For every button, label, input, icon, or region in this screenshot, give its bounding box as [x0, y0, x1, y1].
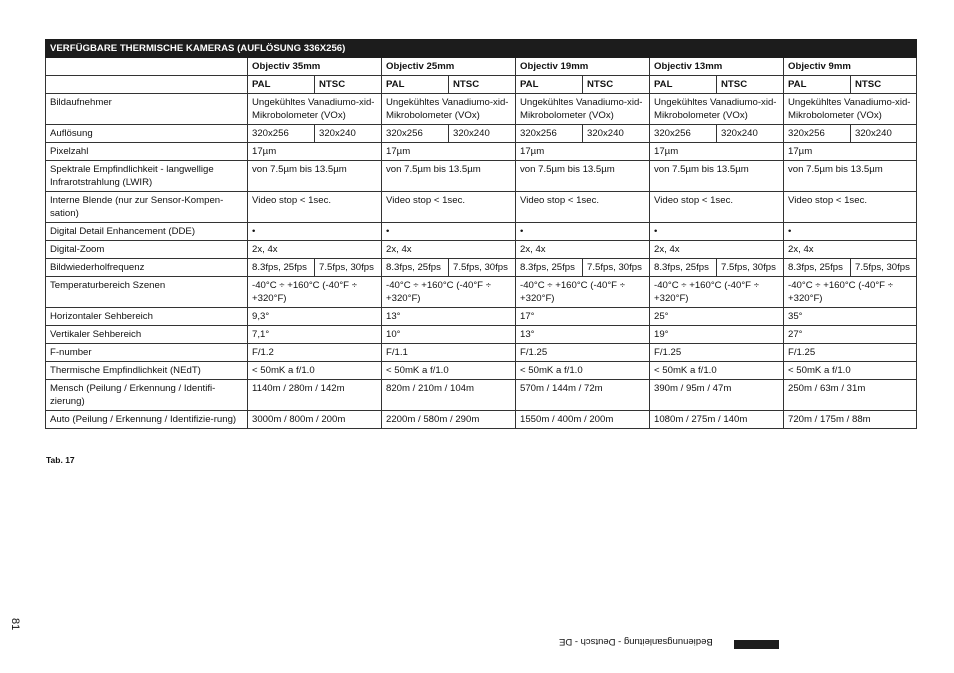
table-cell: F/1.25	[650, 344, 784, 362]
table-cell: < 50mK a f/1.0	[784, 362, 917, 380]
table-cell: 8.3fps, 25fps	[516, 259, 583, 277]
table-cell: 17µm	[248, 143, 382, 161]
table-row	[46, 241, 917, 259]
pal-header: PAL	[382, 76, 449, 94]
table-cell: < 50mK a f/1.0	[248, 362, 382, 380]
table-cell: 2200m / 580m / 290m	[382, 411, 516, 429]
pal-header: PAL	[248, 76, 315, 94]
table-cell: Video stop < 1sec.	[784, 192, 917, 223]
table-row	[46, 362, 917, 380]
table-row	[46, 326, 917, 344]
table-cell: 1080m / 275m / 140m	[650, 411, 784, 429]
table-cell: 320x240	[583, 125, 650, 143]
table-row	[46, 223, 917, 241]
row-label: Thermische Empfindlichkeit (NEdT)	[46, 362, 248, 380]
table-cell: 320x256	[516, 125, 583, 143]
table-cell: 3000m / 800m / 200m	[248, 411, 382, 429]
table-row	[46, 161, 917, 192]
row-label: Temperaturbereich Szenen	[46, 277, 248, 308]
table-cell: 7.5fps, 30fps	[315, 259, 382, 277]
ntsc-header: NTSC	[583, 76, 650, 94]
model-header: Objectiv 13mm	[650, 58, 784, 76]
empty-header-cell	[46, 58, 248, 76]
row-label: Mensch (Peilung / Erkennung / Identifi-zierung)	[46, 380, 248, 411]
table-cell: Ungekühltes Vanadiumo-xid-Mikrobolometer (VOx)	[382, 94, 516, 125]
row-label: Auflösung	[46, 125, 248, 143]
table-cell: von 7.5µm bis 13.5µm	[650, 161, 784, 192]
table-cell: 17µm	[516, 143, 650, 161]
table-cell: F/1.25	[784, 344, 917, 362]
table-cell: 250m / 63m / 31m	[784, 380, 917, 411]
ntsc-header: NTSC	[717, 76, 784, 94]
table-row	[46, 380, 917, 411]
table-cell: -40°C ÷ +160°C (-40°F ÷ +320°F)	[516, 277, 650, 308]
table-cell: 320x240	[717, 125, 784, 143]
table-cell: 9,3°	[248, 308, 382, 326]
table-cell: 10°	[382, 326, 516, 344]
table-cell: •	[382, 223, 516, 241]
table-cell: 2x, 4x	[516, 241, 650, 259]
table-cell: 8.3fps, 25fps	[784, 259, 851, 277]
table-cell: 2x, 4x	[784, 241, 917, 259]
table-cell: 390m / 95m / 47m	[650, 380, 784, 411]
table-cell: 7,1°	[248, 326, 382, 344]
table-row	[46, 411, 917, 429]
table-row	[46, 344, 917, 362]
model-header: Objectiv 25mm	[382, 58, 516, 76]
specs-table	[45, 39, 917, 429]
table-cell: •	[784, 223, 917, 241]
table-cell: 8.3fps, 25fps	[248, 259, 315, 277]
table-cell: 17µm	[382, 143, 516, 161]
footer-bar	[734, 640, 779, 649]
ntsc-header: NTSC	[449, 76, 516, 94]
row-label: F-number	[46, 344, 248, 362]
table-cell: 17µm	[784, 143, 917, 161]
table-cell: 320x256	[784, 125, 851, 143]
table-cell: 7.5fps, 30fps	[717, 259, 784, 277]
row-label: Auto (Peilung / Erkennung / Identifizie-rung)	[46, 411, 248, 429]
table-cell: 13°	[382, 308, 516, 326]
row-label: Horizontaler Sehbereich	[46, 308, 248, 326]
table-cell: 320x240	[315, 125, 382, 143]
table-row	[46, 277, 917, 308]
table-row	[46, 125, 917, 143]
table-row	[46, 308, 917, 326]
table-cell: •	[516, 223, 650, 241]
table-cell: 8.3fps, 25fps	[382, 259, 449, 277]
table-cell: 720m / 175m / 88m	[784, 411, 917, 429]
table-cell: 2x, 4x	[650, 241, 784, 259]
row-label: Spektrale Empfindlichkeit - langwellige Infrarotstrahlung (LWIR)	[46, 161, 248, 192]
table-caption: Tab. 17	[46, 455, 75, 465]
table-cell: 8.3fps, 25fps	[650, 259, 717, 277]
model-header: Objectiv 35mm	[248, 58, 382, 76]
row-label: Bildwiederholfrequenz	[46, 259, 248, 277]
ntsc-header: NTSC	[851, 76, 917, 94]
table-cell: < 50mK a f/1.0	[516, 362, 650, 380]
row-label: Vertikaler Sehbereich	[46, 326, 248, 344]
table-cell: •	[650, 223, 784, 241]
table-cell: 320x240	[449, 125, 516, 143]
table-cell: Ungekühltes Vanadiumo-xid-Mikrobolometer (VOx)	[650, 94, 784, 125]
table-cell: 320x256	[248, 125, 315, 143]
table-cell: -40°C ÷ +160°C (-40°F ÷ +320°F)	[650, 277, 784, 308]
table-cell: < 50mK a f/1.0	[650, 362, 784, 380]
table-cell: von 7.5µm bis 13.5µm	[516, 161, 650, 192]
table-cell: 2x, 4x	[248, 241, 382, 259]
table-cell: Video stop < 1sec.	[382, 192, 516, 223]
table-cell: -40°C ÷ +160°C (-40°F ÷ +320°F)	[382, 277, 516, 308]
table-row	[46, 192, 917, 223]
table-row	[46, 143, 917, 161]
table-cell: 25°	[650, 308, 784, 326]
table-cell: Ungekühltes Vanadiumo-xid-Mikrobolometer (VOx)	[516, 94, 650, 125]
table-cell: 17°	[516, 308, 650, 326]
table-cell: 320x256	[650, 125, 717, 143]
pal-header: PAL	[650, 76, 717, 94]
table-cell: 2x, 4x	[382, 241, 516, 259]
table-title: VERFÜGBARE THERMISCHE KAMERAS (AUFLÖSUNG 336X256)	[46, 40, 917, 58]
table-cell: F/1.1	[382, 344, 516, 362]
table-cell: von 7.5µm bis 13.5µm	[784, 161, 917, 192]
table-cell: 820m / 210m / 104m	[382, 380, 516, 411]
table-cell: Video stop < 1sec.	[516, 192, 650, 223]
table-cell: -40°C ÷ +160°C (-40°F ÷ +320°F)	[784, 277, 917, 308]
row-label: Pixelzahl	[46, 143, 248, 161]
table-cell: 27°	[784, 326, 917, 344]
table-cell: 35°	[784, 308, 917, 326]
table-row	[46, 94, 917, 125]
model-header: Objectiv 9mm	[784, 58, 917, 76]
table-cell: 1550m / 400m / 200m	[516, 411, 650, 429]
row-label: Bildaufnehmer	[46, 94, 248, 125]
table-cell: 7.5fps, 30fps	[851, 259, 917, 277]
row-label: Digital Detail Enhancement (DDE)	[46, 223, 248, 241]
table-cell: F/1.25	[516, 344, 650, 362]
row-label: Digital-Zoom	[46, 241, 248, 259]
model-header: Objectiv 19mm	[516, 58, 650, 76]
table-cell: 19°	[650, 326, 784, 344]
pal-header: PAL	[784, 76, 851, 94]
table-cell: von 7.5µm bis 13.5µm	[248, 161, 382, 192]
pal-header: PAL	[516, 76, 583, 94]
table-cell: F/1.2	[248, 344, 382, 362]
table-cell: Video stop < 1sec.	[248, 192, 382, 223]
table-cell: •	[248, 223, 382, 241]
table-cell: 7.5fps, 30fps	[583, 259, 650, 277]
footer-text: Bedienungsanleitung - Deutsch - DE	[559, 636, 713, 647]
table-cell: 570m / 144m / 72m	[516, 380, 650, 411]
table-cell: < 50mK a f/1.0	[382, 362, 516, 380]
table-cell: 7.5fps, 30fps	[449, 259, 516, 277]
table-cell: 13°	[516, 326, 650, 344]
page-number: 81	[9, 618, 21, 631]
table-cell: Ungekühltes Vanadiumo-xid-Mikrobolometer (VOx)	[248, 94, 382, 125]
table-cell: 1140m / 280m / 142m	[248, 380, 382, 411]
table-cell: Video stop < 1sec.	[650, 192, 784, 223]
table-cell: von 7.5µm bis 13.5µm	[382, 161, 516, 192]
table-cell: 17µm	[650, 143, 784, 161]
table-cell: 320x256	[382, 125, 449, 143]
table-cell: 320x240	[851, 125, 917, 143]
table-row	[46, 259, 917, 277]
empty-header-cell	[46, 76, 248, 94]
row-label: Interne Blende (nur zur Sensor-Kompen-sation)	[46, 192, 248, 223]
table-cell: Ungekühltes Vanadiumo-xid-Mikrobolometer (VOx)	[784, 94, 917, 125]
ntsc-header: NTSC	[315, 76, 382, 94]
table-cell: -40°C ÷ +160°C (-40°F ÷ +320°F)	[248, 277, 382, 308]
